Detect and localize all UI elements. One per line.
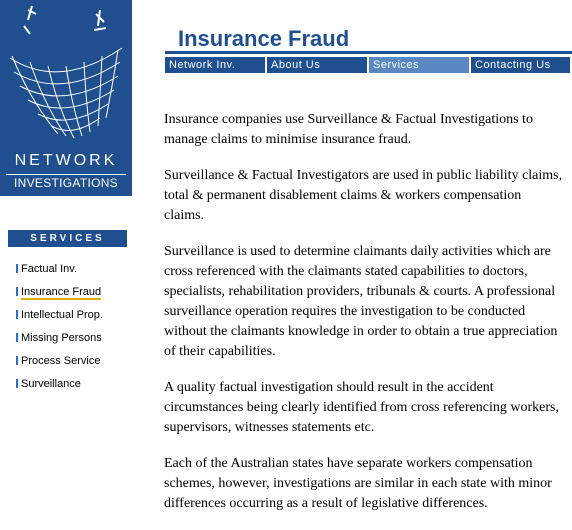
sidebar-item-insurance-fraud[interactable] (16, 285, 136, 308)
top-nav (165, 57, 572, 73)
content-paragraph: Surveillance & Factual Investigators are used in public liability claims, total & permanent disablement claims & workers compensation claims. (164, 168, 563, 223)
content-paragraph: Insurance companies use Surveillance & Factual Investigations to manage claims to minimise insurance fraud. (164, 112, 533, 147)
nav-tab-about-us[interactable]: About Us (267, 57, 367, 73)
main-content (164, 110, 564, 530)
page-title: Insurance Fraud (178, 26, 350, 51)
sidebar-item-intellectual-prop[interactable] (16, 308, 136, 331)
bullet-bar-icon (16, 356, 18, 365)
bullet-bar-icon (16, 287, 18, 296)
sidebar-item-label: Process Service (21, 355, 101, 367)
content-paragraph: Each of the Australian states have separate workers compensation schemes, however, investigations are similar in each state with minor differences occurring as a result of legislative differences. (164, 456, 552, 511)
sidebar-item-label: Surveillance (21, 378, 81, 390)
logo-line2: INVESTIGATIONS (6, 174, 126, 190)
sidebar-item-label: Intellectual Prop. (21, 309, 103, 321)
net-logo-icon (0, 0, 132, 150)
title-divider (165, 51, 572, 54)
bullet-bar-icon (16, 333, 18, 342)
sidebar-item-label: Missing Persons (21, 332, 102, 344)
services-header: SERVICES (8, 230, 127, 247)
logo-line1: NETWORK (14, 152, 118, 169)
bullet-bar-icon (16, 379, 18, 388)
logo[interactable] (0, 0, 132, 196)
services-menu (16, 262, 136, 400)
bullet-bar-icon (16, 310, 18, 319)
sidebar-item-process-service[interactable] (16, 354, 136, 377)
sidebar-item-surveillance[interactable] (16, 377, 136, 400)
nav-tab-services[interactable]: Services (369, 57, 469, 73)
nav-tab-contacting-us[interactable]: Contacting Us (471, 57, 570, 73)
content-paragraph: Surveillance is used to determine claimants daily activities which are cross referenced with the claimants stated capabilities to doctors, specialists, rehabilitation providers, tribunals & courts. A professional surveillance operation requires the investigation to be conducted without the claimants knowledge in order to obtain a true appreciation of their capabilities. (164, 244, 558, 359)
content-paragraph: A quality factual investigation should result in the accident circumstances being clearly identified from cross referencing workers, supervisors, witnesses statements etc. (164, 380, 559, 435)
sidebar-item-factual-inv[interactable] (16, 262, 136, 285)
nav-tab-network-inv[interactable]: Network Inv. (165, 57, 265, 73)
sidebar-item-label: Insurance Fraud (21, 286, 102, 298)
bullet-bar-icon (16, 264, 18, 273)
sidebar-item-missing-persons[interactable] (16, 331, 136, 354)
sidebar-item-label: Factual Inv. (21, 263, 78, 275)
